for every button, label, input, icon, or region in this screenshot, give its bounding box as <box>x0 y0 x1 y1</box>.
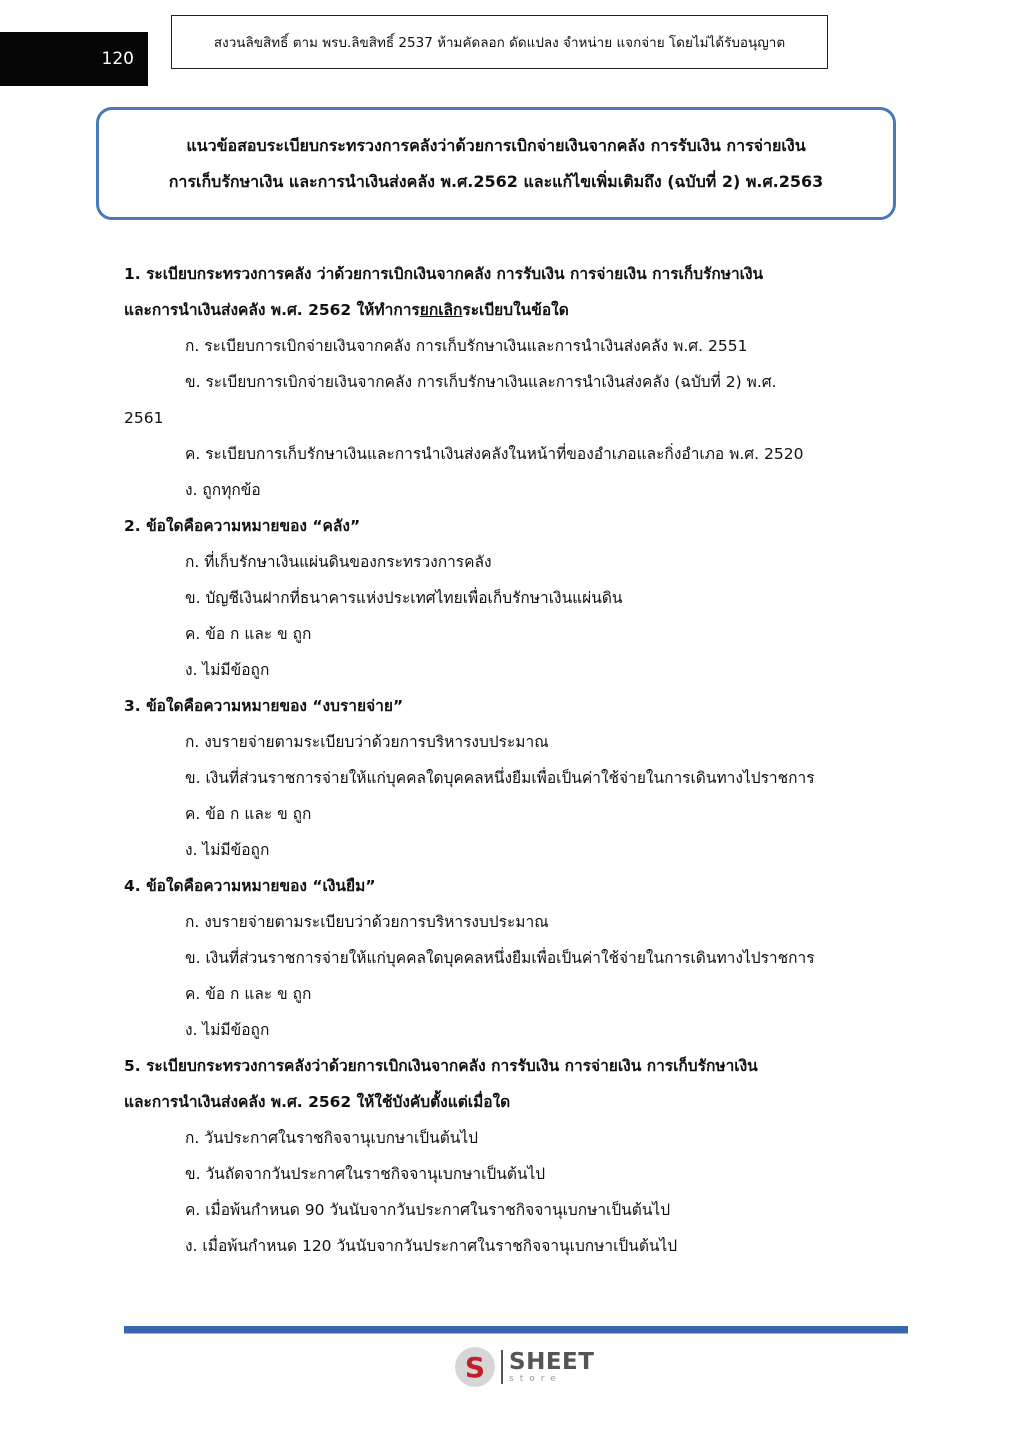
question-list <box>124 256 884 1264</box>
logo-wordmark <box>509 1348 595 1384</box>
page-number <box>0 32 148 86</box>
option-d: ง. ไม่มีข้อถูก <box>185 841 270 859</box>
logo-sub-text: store <box>509 1373 562 1384</box>
option-c: ค. ข้อ ก และ ข ถูก <box>185 625 312 643</box>
option-c: ค. เมื่อพ้นกำหนด 90 วันนับจากวันประกาศในราชกิจจานุเบกษาเป็นต้นไป <box>185 1201 671 1219</box>
copyright-notice <box>171 15 828 69</box>
question-1-pre: และการนำเงินส่งคลัง พ.ศ. 2562 ให้ทำการ <box>124 301 420 319</box>
sheet-store-logo <box>455 1345 594 1389</box>
question-1-text: 1. ระเบียบกระทรวงการคลัง ว่าด้วยการเบิกเงินจากคลัง การรับเงิน การจ่ายเงิน การเก็บรักษาเงิน <box>124 265 764 283</box>
option-a: ก. งบรายจ่ายตามระเบียบว่าด้วยการบริหารงบประมาณ <box>185 733 549 751</box>
page-title <box>96 107 896 220</box>
option-d: ง. เมื่อพ้นกำหนด 120 วันนับจากวันประกาศในราชกิจจานุเบกษาเป็นต้นไป <box>185 1237 678 1255</box>
option-d: ง. ไม่มีข้อถูก <box>185 1021 270 1039</box>
question-1-text-cont <box>124 292 884 328</box>
question-1 <box>124 256 884 508</box>
option-b-wrap: 2561 <box>124 409 164 427</box>
option-a: ก. ระเบียบการเบิกจ่ายเงินจากคลัง การเก็บรักษาเงินและการนำเงินส่งคลัง พ.ศ. 2551 <box>185 337 748 355</box>
question-5-text: 5. ระเบียบกระทรวงการคลังว่าด้วยการเบิกเงินจากคลัง การรับเงิน การจ่ายเงิน การเก็บรักษาเงิน <box>124 1057 758 1075</box>
option-b: ข. เงินที่ส่วนราชการจ่ายให้แก่บุคคลใดบุคคลหนึ่งยืมเพื่อเป็นค่าใช้จ่ายในการเดินทางไปราชการ <box>185 769 815 787</box>
option-a: ก. ที่เก็บรักษาเงินแผ่นดินของกระทรวงการคลัง <box>185 553 492 571</box>
option-d: ง. ถูกทุกข้อ <box>185 481 261 499</box>
question-4-text: 4. ข้อใดคือความหมายของ “เงินยืม” <box>124 877 376 895</box>
title-line-1: แนวข้อสอบระเบียบกระทรวงการคลังว่าด้วยการเบิกจ่ายเงินจากคลัง การรับเงิน การจ่ายเงิน <box>186 135 806 155</box>
question-5-text-cont: และการนำเงินส่งคลัง พ.ศ. 2562 ให้ใช้บังคับตั้งแต่เมื่อใด <box>124 1093 511 1111</box>
option-d: ง. ไม่มีข้อถูก <box>185 661 270 679</box>
logo-main-text: SHEET <box>509 1348 595 1375</box>
question-3-text: 3. ข้อใดคือความหมายของ “งบรายจ่าย” <box>124 697 404 715</box>
question-1-post: ระเบียบในข้อใด <box>462 301 569 319</box>
question-3 <box>124 688 884 868</box>
page-number-text: 120 <box>101 49 134 69</box>
logo-letter: S <box>464 1350 486 1384</box>
option-b: ข. บัญชีเงินฝากที่ธนาคารแห่งประเทศไทยเพื่อเก็บรักษาเงินแผ่นดิน <box>185 589 623 607</box>
option-c: ค. ข้อ ก และ ข ถูก <box>185 985 312 1003</box>
option-a: ก. วันประกาศในราชกิจจานุเบกษาเป็นต้นไป <box>185 1129 478 1147</box>
question-1-underlined: ยกเลิก <box>419 301 463 319</box>
option-b: ข. ระเบียบการเบิกจ่ายเงินจากคลัง การเก็บรักษาเงินและการนำเงินส่งคลัง (ฉบับที่ 2) พ.ศ. <box>185 373 777 391</box>
title-line-2: การเก็บรักษาเงิน และการนำเงินส่งคลัง พ.ศ.2562 และแก้ไขเพิ่มเติมถึง (ฉบับที่ 2) พ.ศ.2563 <box>168 171 824 191</box>
option-a: ก. งบรายจ่ายตามระเบียบว่าด้วยการบริหารงบประมาณ <box>185 913 549 931</box>
question-2-text: 2. ข้อใดคือความหมายของ “คลัง” <box>124 517 361 535</box>
option-c: ค. ระเบียบการเก็บรักษาเงินและการนำเงินส่งคลังในหน้าที่ของอำเภอและกิ่งอำเภอ พ.ศ. 2520 <box>185 445 804 463</box>
question-2 <box>124 508 884 688</box>
question-4 <box>124 868 884 1048</box>
footer-divider <box>124 1326 908 1334</box>
option-b: ข. วันถัดจากวันประกาศในราชกิจจานุเบกษาเป็นต้นไป <box>185 1165 546 1183</box>
option-c: ค. ข้อ ก และ ข ถูก <box>185 805 312 823</box>
question-5 <box>124 1048 884 1264</box>
logo-separator <box>501 1350 503 1384</box>
sheet-store-s-icon <box>455 1347 495 1387</box>
option-b: ข. เงินที่ส่วนราชการจ่ายให้แก่บุคคลใดบุคคลหนึ่งยืมเพื่อเป็นค่าใช้จ่ายในการเดินทางไปราชการ <box>185 949 815 967</box>
copyright-text: สงวนลิขสิทธิ์ ตาม พรบ.ลิขสิทธิ์ 2537 ห้ามคัดลอก ดัดแปลง จำหน่าย แจกจ่าย โดยไม่ได้รับอนุญาต <box>213 35 786 51</box>
